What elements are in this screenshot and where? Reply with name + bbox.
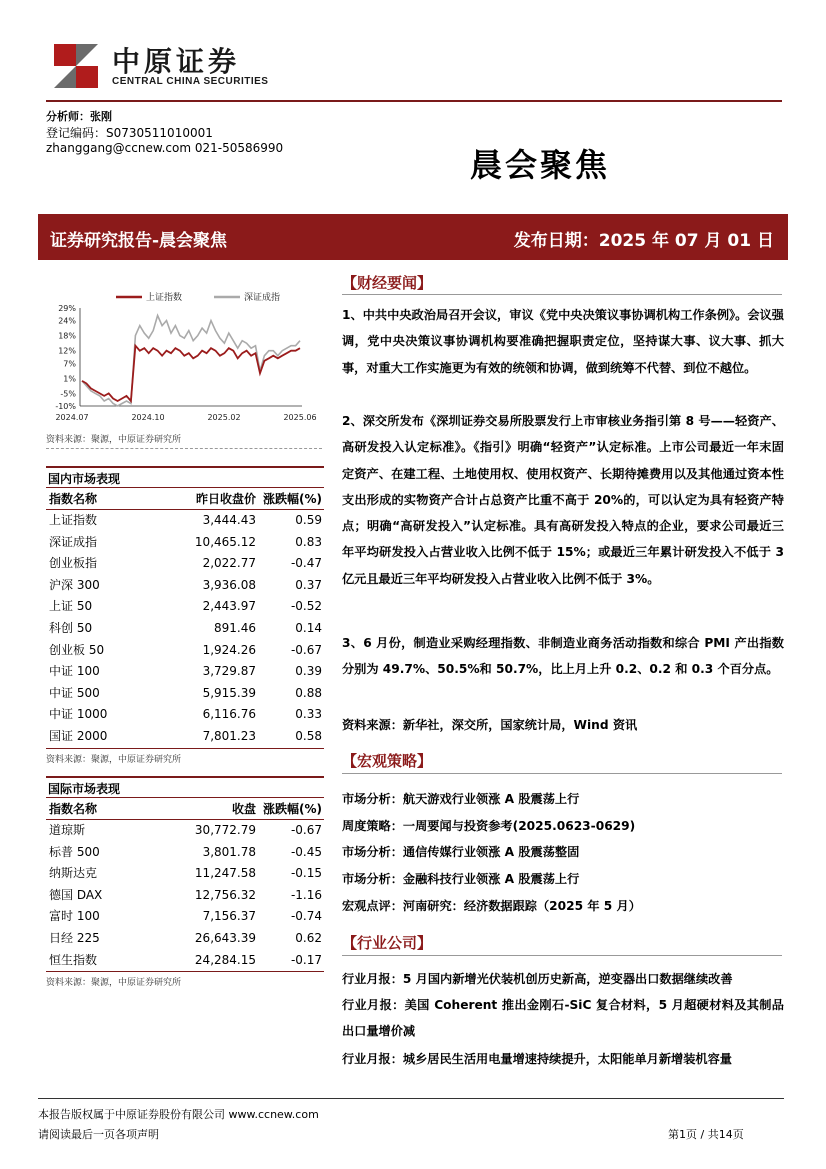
page-title: 晨会聚焦	[470, 146, 611, 184]
x-tick-label: 2024.07	[55, 413, 89, 422]
section-heading-industry: 【行业公司】	[342, 934, 433, 952]
section-heading-macro: 【宏观策略】	[342, 752, 433, 770]
table-cell: 创业板 50	[49, 642, 105, 657]
table-cell: -1.16	[290, 887, 322, 902]
table-cell: -0.45	[290, 844, 322, 859]
y-tick-label: 1%	[63, 374, 76, 384]
table-title: 国际市场表现	[46, 776, 324, 798]
table-row	[46, 842, 324, 864]
table-cell: 日经 225	[49, 930, 100, 945]
table-cell: -0.47	[290, 556, 322, 571]
table-cell: 7,801.23	[202, 728, 256, 743]
report-link[interactable]: 宏观点评：河南研究：经济数据跟踪（2025 年 5 月）	[342, 899, 641, 913]
publish-date: 发布日期：2025 年 07 月 01 日	[513, 231, 774, 251]
table-cell: -0.52	[290, 599, 322, 614]
news-paragraph: 1、中共中央政治局召开会议，审议《党中央决策议事协调机构工作条例》。会议强调，党中央决策议事协调机构要准确把握职责定位，坚持谋大事、议大事、抓大事，对重大工作实施更为有效的统领和协调，做到统筹不代替、到位不越位。	[342, 308, 784, 375]
y-tick-label: -10%	[55, 402, 76, 411]
x-tick-label: 2025.06	[283, 413, 317, 422]
table-cell: 3,801.78	[202, 844, 256, 859]
news-source: 资料来源：新华社，深交所，国家统计局，Wind 资讯	[342, 718, 638, 732]
table-cell: 中证 100	[49, 664, 100, 679]
table-cell: 2,443.97	[202, 599, 256, 614]
table-cell: 5,915.39	[202, 685, 256, 700]
table-cell: 恒生指数	[49, 952, 98, 967]
table-cell: 6,116.76	[202, 707, 256, 722]
table-cell: 中证 500	[49, 685, 100, 700]
page-number: 第1页 / 共14页	[668, 1128, 744, 1141]
column-header: 昨日收盘价	[195, 492, 256, 506]
table-header	[46, 488, 324, 510]
table-cell: 11,247.58	[194, 866, 256, 881]
table-cell: 0.59	[295, 513, 322, 527]
table-cell: 国证 2000	[49, 728, 108, 743]
table-cell: 7,156.37	[202, 909, 256, 924]
table-row	[46, 661, 324, 683]
table-cell: 891.46	[214, 620, 256, 635]
company-logo-icon	[50, 40, 102, 92]
chart-source: 资料来源：聚源，中原证券研究所	[46, 435, 182, 445]
table-row	[46, 704, 324, 726]
report-link[interactable]: 市场分析：金融科技行业领涨 A 股震荡上行	[342, 872, 580, 886]
table-source: 资料来源：聚源，中原证券研究所	[46, 748, 324, 765]
section-heading-finance-news: 【财经要闻】	[342, 274, 433, 292]
table-row	[46, 553, 324, 575]
table-row	[46, 726, 324, 748]
table-cell: 0.58	[295, 728, 322, 743]
table-cell: 纳斯达克	[49, 866, 98, 881]
table-cell: 沪深 300	[49, 577, 100, 592]
section-divider	[342, 955, 782, 956]
table-row	[46, 885, 324, 907]
table-cell: 0.83	[295, 534, 322, 549]
section-divider	[342, 773, 782, 774]
table-row	[46, 640, 324, 662]
table-cell: 2,022.77	[202, 556, 256, 571]
column-header: 涨跌幅(%)	[263, 492, 322, 506]
y-tick-label: 24%	[58, 316, 76, 326]
report-link[interactable]: 周度策略：一周要闻与投资参考(2025.0623-0629)	[342, 819, 636, 833]
table-cell: 1,924.26	[202, 642, 256, 657]
x-tick-label: 2025.02	[207, 413, 241, 422]
series-line	[82, 316, 300, 407]
report-link[interactable]: 行业月报：城乡居民生活用电量增速持续提升，太阳能单月新增装机容量	[342, 1052, 732, 1066]
column-header: 收盘	[231, 802, 256, 816]
y-tick-label: 7%	[63, 359, 76, 369]
table-cell: 12,756.32	[194, 887, 256, 902]
table-row	[46, 618, 324, 640]
section-divider	[342, 294, 782, 295]
x-tick-label: 2024.10	[131, 413, 165, 422]
y-tick-label: 29%	[58, 304, 76, 313]
table-row	[46, 683, 324, 705]
report-link[interactable]: 行业月报：美国 Coherent 推出金刚石-SiC 复合材料，5 月超硬材料及其制品出口量增价减	[342, 998, 784, 1038]
table-cell: 10,465.12	[194, 534, 256, 549]
report-type: 证券研究报告-晨会聚焦	[50, 231, 228, 251]
table-cell: 0.33	[295, 707, 322, 722]
table-cell: 深证成指	[49, 534, 98, 549]
table-row	[46, 510, 324, 532]
table-row	[46, 928, 324, 950]
y-tick-label: 12%	[58, 346, 76, 356]
logo-text: 中原证券	[112, 45, 241, 78]
y-tick-label: 18%	[58, 331, 76, 341]
dashed-divider	[46, 448, 322, 449]
table-cell: 3,444.43	[202, 513, 256, 527]
column-header: 指数名称	[49, 802, 98, 816]
report-banner	[38, 214, 788, 260]
table-cell: 上证 50	[49, 599, 93, 614]
table-row	[46, 906, 324, 928]
table-title: 国内市场表现	[46, 466, 324, 488]
domestic-market-table	[46, 466, 324, 765]
report-link[interactable]: 市场分析：通信传媒行业领涨 A 股震荡整固	[342, 845, 580, 859]
table-cell: 上证指数	[49, 513, 98, 527]
table-cell: -0.15	[290, 866, 322, 881]
table-cell: 30,772.79	[194, 823, 256, 837]
table-cell: -0.67	[290, 642, 322, 657]
table-cell: 道琼斯	[49, 823, 86, 837]
table-cell: 创业板指	[49, 556, 98, 571]
table-cell: 富时 100	[49, 909, 100, 924]
table-row	[46, 575, 324, 597]
table-row	[46, 532, 324, 554]
table-cell: 0.39	[295, 664, 322, 679]
table-row	[46, 596, 324, 618]
table-cell: 德国 DAX	[49, 887, 103, 902]
table-source: 资料来源：聚源，中原证券研究所	[46, 971, 324, 988]
table-row	[46, 820, 324, 842]
table-cell: -0.17	[290, 952, 322, 967]
legend-label: 深证成指	[244, 293, 281, 303]
table-cell: 中证 1000	[49, 707, 108, 722]
international-market-table	[46, 776, 324, 988]
table-cell: 标普 500	[49, 844, 100, 859]
table-cell: 0.62	[295, 930, 322, 945]
table-cell: 0.37	[295, 577, 322, 592]
table-cell: 3,936.08	[202, 577, 256, 592]
table-row	[46, 863, 324, 885]
report-link[interactable]: 市场分析：航天游戏行业领涨 A 股震荡上行	[342, 792, 580, 806]
analyst-contact: zhanggang@ccnew.com 021-50586990	[46, 141, 284, 155]
footer-divider	[38, 1098, 784, 1099]
news-paragraph: 3、6 月份，制造业采购经理指数、非制造业商务活动指数和综合 PMI 产出指数分别为 49.7%、50.5%和 50.7%，比上月上升 0.2、0.2 和 0.3 个百分点。	[342, 636, 784, 677]
table-cell: 0.14	[295, 620, 322, 635]
table-cell: 3,729.87	[202, 664, 256, 679]
footer-copyright: 本报告版权属于中原证券股份有限公司 www.ccnew.com	[38, 1108, 319, 1121]
registration-code: 登记编码：S0730511010001	[46, 126, 213, 140]
table-cell: 26,643.39	[194, 930, 256, 945]
footer-notice: 请阅读最后一页各项声明	[38, 1128, 159, 1141]
table-cell: 0.88	[295, 685, 322, 700]
report-link[interactable]: 行业月报：5 月国内新增光伏装机创历史新高，逆变器出口数据继续改善	[342, 972, 733, 986]
y-tick-label: -5%	[60, 389, 76, 399]
logo-english-text: CENTRAL CHINA SECURITIES	[112, 76, 269, 87]
news-paragraph: 2、深交所发布《深圳证券交易所股票发行上市审核业务指引第 8 号——轻资产、高研发投入认定标准》。《指引》明确“轻资产”认定标准。上市公司最近一年末固定资产、在建工程、土地使用权、使用权资产、长期待摊费用以及其他通过资本性支出形成的实物资产合计占总资产比重不高于 20%的，可以认定为具有轻资产特点；明确“高研发投入”认定标准。具有高研发投入特点的企业，要求公司最近三年平均研发投入占营业收入比例不低于 15%；或最近三年累计研发投入不低于 3 亿元且最近三年平均研发投入占营业收入比例不低于 3%。	[342, 414, 784, 586]
table-cell: -0.67	[290, 823, 322, 837]
column-header: 涨跌幅(%)	[263, 802, 322, 816]
index-performance-chart	[46, 286, 320, 428]
column-header: 指数名称	[49, 492, 98, 506]
analyst-name: 分析师：张刚	[46, 110, 112, 123]
table-cell: 科创 50	[49, 620, 93, 635]
table-cell: -0.74	[290, 909, 322, 924]
table-row	[46, 950, 324, 972]
series-line	[82, 346, 300, 401]
legend-label: 上证指数	[146, 293, 183, 303]
table-header	[46, 798, 324, 820]
table-cell: 24,284.15	[194, 952, 256, 967]
header-divider	[46, 100, 782, 102]
